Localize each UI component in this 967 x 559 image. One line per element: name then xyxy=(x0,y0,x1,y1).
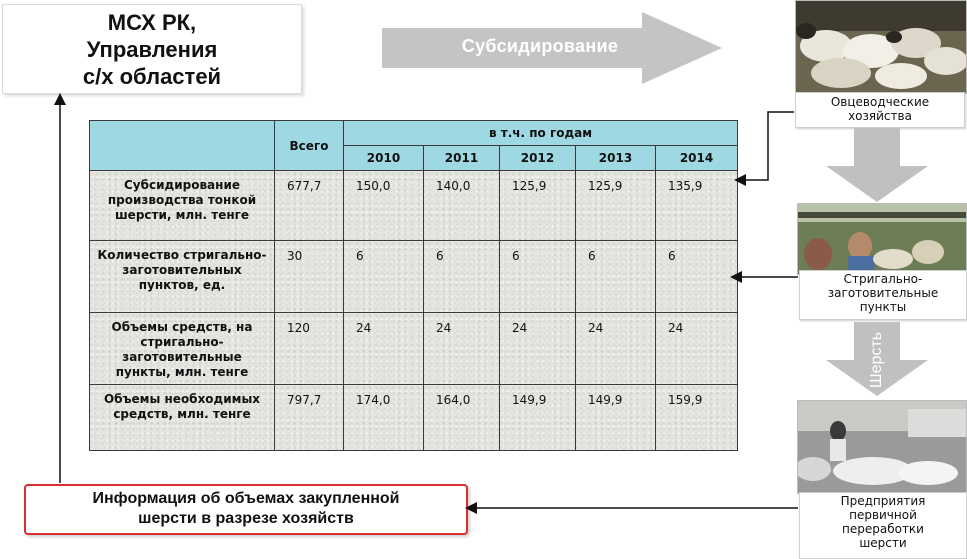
row-value: 164,0 xyxy=(424,385,500,451)
row-value: 149,9 xyxy=(500,385,576,451)
row-value: 24 xyxy=(576,313,656,385)
ministry-line-1: МСХ РК, xyxy=(107,9,197,35)
row-total: 120 xyxy=(275,313,344,385)
header-year: 2010 xyxy=(344,146,424,171)
shearing-line: Стригально- xyxy=(843,272,923,286)
row-value: 150,0 xyxy=(344,171,424,241)
row-value: 6 xyxy=(344,241,424,313)
row-value: 24 xyxy=(656,313,738,385)
farms-connector xyxy=(737,112,794,180)
processing-line: переработки xyxy=(842,522,924,536)
header-year: 2011 xyxy=(424,146,500,171)
processing-photo xyxy=(797,400,967,494)
info-line: Информация об объемах закупленной xyxy=(92,490,400,507)
ministry-line-2: Управления xyxy=(86,36,218,62)
row-value: 149,9 xyxy=(576,385,656,451)
shearing-line: пункты xyxy=(859,300,907,314)
header-year: 2012 xyxy=(500,146,576,171)
row-value: 135,9 xyxy=(656,171,738,241)
subsidy-table xyxy=(89,120,737,450)
header-by-years: в т.ч. по годам xyxy=(344,121,738,146)
ministry-box xyxy=(2,4,302,94)
header-year: 2014 xyxy=(656,146,738,171)
table-row xyxy=(90,241,738,313)
row-value: 24 xyxy=(344,313,424,385)
corner-header-cell xyxy=(90,121,275,171)
row-value: 159,9 xyxy=(656,385,738,451)
row-value: 24 xyxy=(500,313,576,385)
subsidy-label: Субсидирование xyxy=(461,36,619,56)
wool-arrow-label: Шерсть xyxy=(868,331,885,388)
farms-line: хозяйства xyxy=(848,109,912,123)
header-total: Всего xyxy=(275,121,344,171)
down-arrow xyxy=(826,128,928,202)
row-value: 174,0 xyxy=(344,385,424,451)
table-row xyxy=(90,385,738,451)
row-label: Объемы необходимых средств, млн. тенге xyxy=(90,385,275,451)
row-total: 677,7 xyxy=(275,171,344,241)
shearing-photo xyxy=(797,203,967,275)
info-box xyxy=(24,484,468,535)
row-value: 24 xyxy=(424,313,500,385)
row-value: 125,9 xyxy=(576,171,656,241)
processing-line: Предприятия xyxy=(840,494,926,508)
row-label: Количество стригально-заготовительных пунктов, ед. xyxy=(90,241,275,313)
row-value: 6 xyxy=(424,241,500,313)
header-year: 2013 xyxy=(576,146,656,171)
row-label: Субсидирование производства тонкой шерсти, млн. тенге xyxy=(90,171,275,241)
table-row xyxy=(90,171,738,241)
row-label: Объемы средств, на стригально-заготовительные пункты, млн. тенге xyxy=(90,313,275,385)
row-value: 6 xyxy=(576,241,656,313)
row-value: 6 xyxy=(656,241,738,313)
processing-line: первичной xyxy=(849,508,917,522)
row-value: 6 xyxy=(500,241,576,313)
shearing-caption xyxy=(799,270,967,320)
row-value: 125,9 xyxy=(500,171,576,241)
processing-caption xyxy=(799,492,967,559)
table-row xyxy=(90,313,738,385)
sheep-photo xyxy=(795,0,967,94)
processing-line: шерсти xyxy=(859,536,907,550)
farms-caption xyxy=(795,92,965,128)
row-total: 30 xyxy=(275,241,344,313)
shearing-line: заготовительные xyxy=(827,286,939,300)
info-line: шерсти в разрезе хозяйств xyxy=(138,510,354,527)
farms-line: Овцеводческие xyxy=(830,95,930,109)
ministry-line-3: с/х областей xyxy=(82,63,222,89)
row-value: 140,0 xyxy=(424,171,500,241)
row-total: 797,7 xyxy=(275,385,344,451)
